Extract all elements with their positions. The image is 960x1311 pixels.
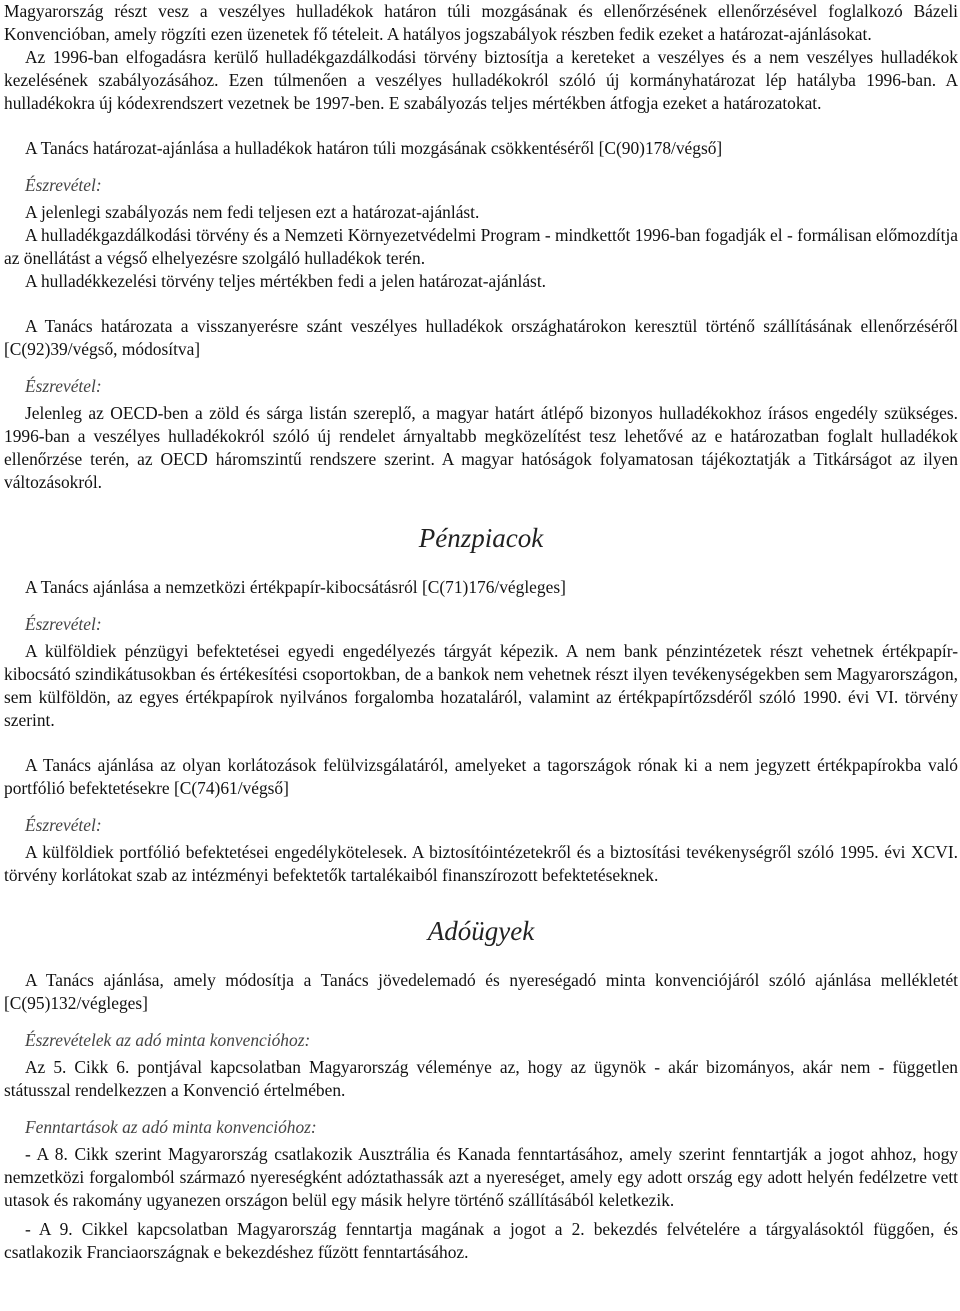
section-title-tax-convention: A Tanács ajánlása, amely módosítja a Tanács jövedelemadó és nyereségadó minta konvenciójáról szóló ajánlása mellékletét [C(95)132/végleges] (4, 970, 958, 1013)
section-heading-penzpiacok: Pénzpiacok (418, 523, 544, 553)
note-label: Észrevétel: (25, 175, 102, 195)
section-title-waste-movement: A Tanács határozat-ajánlása a hulladékok határon túli mozgásának csökkentéséről [C(90)178/végső] (25, 138, 723, 158)
note-label: Észrevétel: (25, 614, 102, 634)
note-text: A hulladékgazdálkodási törvény és a Nemzeti Környezetvédelmi Program - mindkettőt 1996-ban fogadják el - formálisan előmozdítja az önellátást a végső elhelyezésre szolgáló hulladékok terén. (4, 225, 958, 268)
note-label: Észrevétel: (25, 376, 102, 396)
section-heading-adougyek: Adóügyek (427, 916, 535, 946)
section-title-securities-issue: A Tanács ajánlása a nemzetközi értékpapír-kibocsátásról [C(71)176/végleges] (25, 577, 566, 597)
note-label: Észrevétel: (25, 815, 102, 835)
section-title-portfolio-restrictions: A Tanács ajánlása az olyan korlátozások felülvizsgálatáról, amelyeket a tagországok rónak ki a nem jegyzett értékpapírokba való portfólió befektetésekre [C(74)61/végső] (4, 755, 958, 798)
section-title-hazardous-waste: A Tanács határozata a visszanyerésre szánt veszélyes hulladékok országhatárokon keresztül történő szállításának ellenőrzéséről [C(92)39/végső, módosítva] (4, 316, 958, 359)
note-label: Észrevételek az adó minta konvencióhoz: (25, 1030, 311, 1050)
intro-paragraph-2: Az 1996-ban elfogadásra kerülő hulladékgazdálkodási törvény biztosítja a kereteket a veszélyes és a nem veszélyes hulladékok kezelésének szabályozásához. Ezen túlmenően a veszélyes hulladékokról szóló új kormányhatározat lép hatályba 1996-ban. A hulladékokra új kódexrendszert vezetnek be 1997-ben. E szabályozás teljes mértékben átfogja ezeket a határozatokat. (4, 47, 958, 113)
reservation-text: - A 8. Cikk szerint Magyarország csatlakozik Ausztrália és Kanada fenntartásához, amely szerint fenntartják a jogot ahhoz, hogy nemzetközi forgalomból származó nyereségként adóztathassák azt a nyereséget, amely egy adott ország egy adott helyén fedélzetre vett utasok és rakomány ugyanezen országon belül egy másik helyre történő szállításából keletkezik. (4, 1144, 958, 1210)
note-text: A hulladékkezelési törvény teljes mértékben fedi a jelen határozat-ajánlást. (25, 271, 547, 291)
intro-paragraph-1: Magyarország részt vesz a veszélyes hulladékok határon túli mozgásának és ellenőrzésének ellenőrzésével foglalkozó Bázeli Konvencióban, amely rögzíti ezen üzenetek fő tételeit. A hatályos jogszabályok részben fedik ezeket a határozat-ajánlásokat. (4, 1, 958, 44)
note-text: A külföldiek pénzügyi befektetései egyedi engedélyezés tárgyát képezik. A nem bank pénzintézetek részt vehetnek értékpapír-kibocsátó szindikátusokban és értékesítési csoportokban, de a bankok nem vehetnek részt ilyen tevékenységekben sem Magyarországon, sem külföldön, az egyes értékpapírok nyilvános forgalomba hozataláról, valamint az értékpapírtőzsdéről szóló 1990. évi VI. törvény szerint. (4, 641, 958, 730)
note-text: A külföldiek portfólió befektetései engedélykötelesek. A biztosítóintézetekről és a biztosítási tevékenységről szóló 1995. évi XCVI. törvény korlátokat szab az intézményi befektetők tartalékaiból finanszírozott befektetéseknek. (4, 842, 958, 885)
reservation-text: - A 9. Cikkel kapcsolatban Magyarország fenntartja magának a jogot a 2. bekezdés felvételére a tárgyalásoktól függően, és csatlakozik Franciaországnak e bekezdéshez fűzött fenntartásához. (4, 1219, 958, 1262)
note-text: A jelenlegi szabályozás nem fedi teljesen ezt a határozat-ajánlást. (25, 202, 480, 222)
reservation-label: Fenntartások az adó minta konvencióhoz: (25, 1117, 317, 1137)
note-text: Jelenleg az OECD-ben a zöld és sárga listán szereplő, a magyar határt átlépő bizonyos hulladékokhoz írásos engedély szükséges. 1996-ban a veszélyes hulladékokról szóló új rendelet árnyaltabb megközelítést tesz lehetővé az e határozatban foglalt hulladékok ellenőrzése terén, az OECD háromszintű rendszere szerint. A magyar hatóságok folyamatosan tájékoztatják a Titkárságot az ilyen változásokról. (4, 403, 958, 492)
note-text: Az 5. Cikk 6. pontjával kapcsolatban Magyarország véleménye az, hogy az ügynök - akár bizományos, akár nem - független státusszal rendelkezzen a Konvenció értelmében. (4, 1057, 958, 1100)
